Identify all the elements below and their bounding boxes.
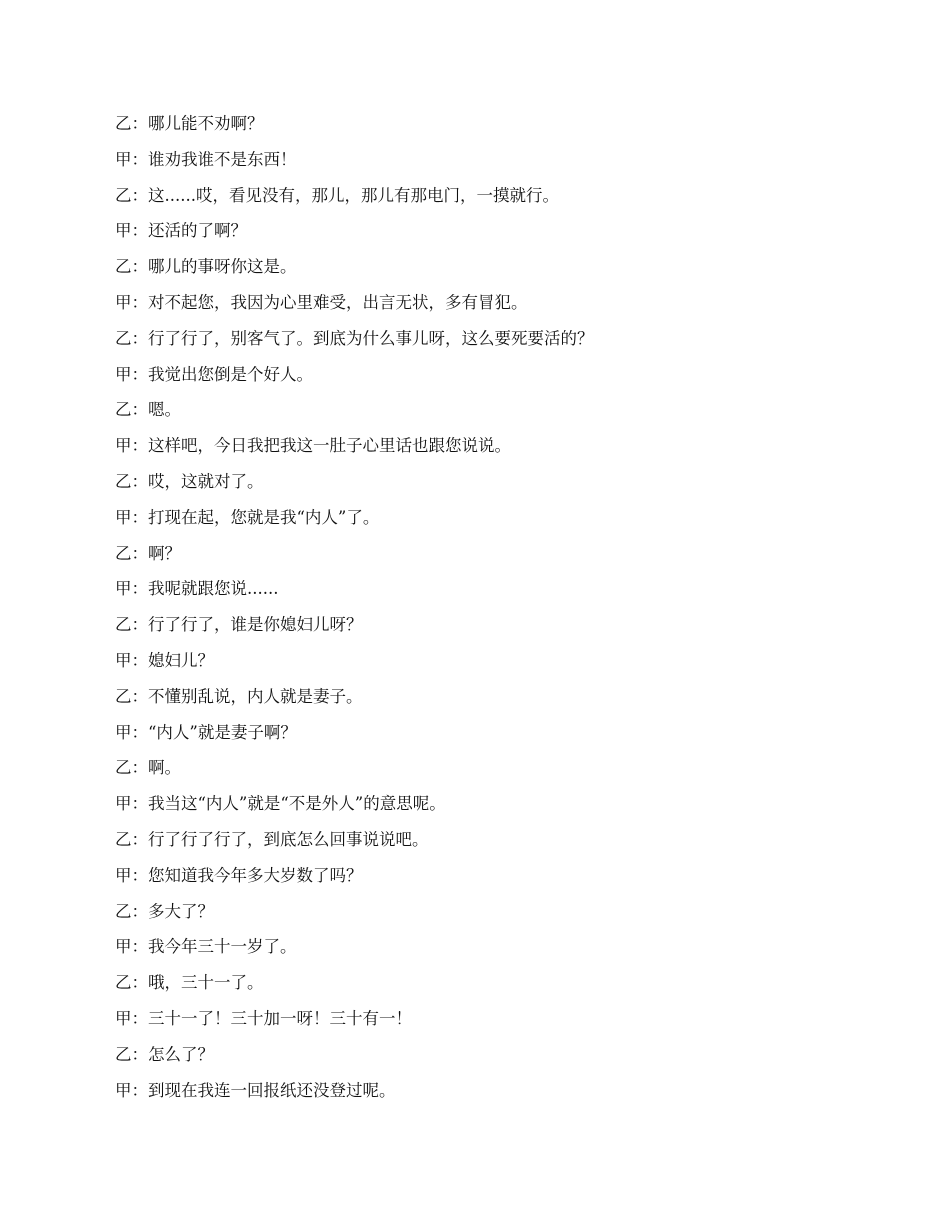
dialogue-text: 谁劝我谁不是东西！ bbox=[148, 149, 297, 169]
dialogue-text: 哦，三十一了。 bbox=[148, 973, 264, 993]
dialogue-line bbox=[115, 431, 875, 467]
dialogue-text: 打现在起，您就是我“内人”了。 bbox=[148, 507, 380, 527]
speaker-label: 甲 bbox=[115, 937, 132, 957]
speaker-label: 甲 bbox=[115, 650, 132, 670]
dialogue-line bbox=[115, 360, 875, 396]
dialogue-text: 到现在我连一回报纸还没登过呢。 bbox=[148, 1080, 396, 1100]
dialogue-line bbox=[115, 467, 875, 503]
speaker-label: 乙 bbox=[115, 400, 132, 420]
dialogue-line bbox=[115, 324, 875, 360]
speaker-separator: ： bbox=[131, 615, 148, 635]
dialogue-line bbox=[115, 539, 875, 575]
speaker-separator: ： bbox=[131, 364, 148, 384]
speaker-separator: ： bbox=[131, 722, 148, 742]
dialogue-line bbox=[115, 753, 875, 789]
dialogue-line bbox=[115, 574, 875, 610]
speaker-label: 乙 bbox=[115, 185, 132, 205]
speaker-separator: ： bbox=[131, 436, 148, 456]
dialogue-line bbox=[115, 718, 875, 754]
speaker-separator: ： bbox=[131, 257, 148, 277]
dialogue-text: 怎么了？ bbox=[148, 1044, 214, 1064]
speaker-separator: ： bbox=[131, 149, 148, 169]
dialogue-line bbox=[115, 109, 875, 145]
speaker-separator: ： bbox=[131, 973, 148, 993]
speaker-separator: ： bbox=[131, 686, 148, 706]
speaker-separator: ： bbox=[131, 400, 148, 420]
dialogue-line bbox=[115, 1004, 875, 1040]
speaker-separator: ： bbox=[131, 865, 148, 885]
dialogue-text: 行了行了行了，到底怎么回事说说吧。 bbox=[148, 829, 429, 849]
speaker-separator: ： bbox=[131, 901, 148, 921]
dialogue-text: 啊？ bbox=[148, 543, 181, 563]
speaker-label: 乙 bbox=[115, 901, 132, 921]
speaker-label: 乙 bbox=[115, 686, 132, 706]
dialogue-text: 还活的了啊？ bbox=[148, 221, 247, 241]
speaker-label: 甲 bbox=[115, 221, 132, 241]
dialogue-line bbox=[115, 395, 875, 431]
speaker-separator: ： bbox=[131, 758, 148, 778]
speaker-separator: ： bbox=[131, 114, 148, 133]
dialogue-text: 媳妇儿？ bbox=[148, 650, 214, 670]
speaker-label: 甲 bbox=[115, 579, 132, 599]
speaker-label: 乙 bbox=[115, 543, 132, 563]
dialogue-line bbox=[115, 1076, 875, 1112]
dialogue-text: 哪儿能不劝啊？ bbox=[148, 114, 264, 133]
dialogue-text: 啊。 bbox=[148, 758, 181, 778]
speaker-label: 乙 bbox=[115, 328, 132, 348]
dialogue-text: 这样吧，今日我把我这一肚子心里话也跟您说说。 bbox=[148, 436, 511, 456]
speaker-label: 甲 bbox=[115, 1080, 132, 1100]
speaker-separator: ： bbox=[131, 650, 148, 670]
dialogue-line bbox=[115, 646, 875, 682]
speaker-label: 甲 bbox=[115, 436, 132, 456]
dialogue-text: 多大了？ bbox=[148, 901, 214, 921]
speaker-separator: ： bbox=[131, 507, 148, 527]
dialogue-line bbox=[115, 503, 875, 539]
speaker-separator: ： bbox=[131, 543, 148, 563]
speaker-label: 乙 bbox=[115, 758, 132, 778]
dialogue-text: 我呢就跟您说...... bbox=[148, 579, 279, 599]
dialogue-text: 对不起您，我因为心里难受，出言无状，多有冒犯。 bbox=[148, 292, 528, 312]
dialogue-text: 这......哎，看见没有，那儿，那儿有那电门，一摸就行。 bbox=[148, 185, 559, 205]
dialogue-line bbox=[115, 789, 875, 825]
speaker-label: 乙 bbox=[115, 615, 132, 635]
speaker-separator: ： bbox=[131, 185, 148, 205]
dialogue-text: 哪儿的事呀你这是。 bbox=[148, 257, 297, 277]
speaker-separator: ： bbox=[131, 292, 148, 312]
speaker-label: 乙 bbox=[115, 829, 132, 849]
speaker-separator: ： bbox=[131, 794, 148, 814]
speaker-separator: ： bbox=[131, 937, 148, 957]
speaker-label: 甲 bbox=[115, 364, 132, 384]
speaker-label: 乙 bbox=[115, 1044, 132, 1064]
speaker-label: 甲 bbox=[115, 149, 132, 169]
dialogue-line bbox=[115, 1040, 875, 1076]
dialogue-line bbox=[115, 861, 875, 897]
dialogue-text: 我觉出您倒是个好人。 bbox=[148, 364, 313, 384]
dialogue-text: 我当这“内人”就是“不是外人”的意思呢。 bbox=[148, 794, 446, 814]
dialogue-text: “内人”就是妻子啊？ bbox=[148, 722, 297, 742]
speaker-label: 乙 bbox=[115, 973, 132, 993]
dialogue-text: 行了行了，别客气了。到底为什么事儿呀，这么要死要活的？ bbox=[148, 328, 594, 348]
dialogue-text: 行了行了，谁是你媳妇儿呀？ bbox=[148, 615, 363, 635]
dialogue-line bbox=[115, 932, 875, 968]
speaker-separator: ： bbox=[131, 579, 148, 599]
dialogue-line bbox=[115, 181, 875, 217]
dialogue-line bbox=[115, 968, 875, 1004]
dialogue-text: 我今年三十一岁了。 bbox=[148, 937, 297, 957]
dialogue-line bbox=[115, 216, 875, 252]
dialogue-line bbox=[115, 825, 875, 861]
dialogue-line bbox=[115, 288, 875, 324]
speaker-label: 甲 bbox=[115, 865, 132, 885]
speaker-label: 乙 bbox=[115, 471, 132, 491]
speaker-separator: ： bbox=[131, 829, 148, 849]
dialogue-text: 哎，这就对了。 bbox=[148, 471, 264, 491]
dialogue-line bbox=[115, 145, 875, 181]
speaker-label: 甲 bbox=[115, 794, 132, 814]
dialogue-line bbox=[115, 897, 875, 933]
dialogue-text: 您知道我今年多大岁数了吗？ bbox=[148, 865, 363, 885]
dialogue-text: 三十一了！三十加一呀！三十有一！ bbox=[148, 1008, 412, 1028]
speaker-label: 乙 bbox=[115, 257, 132, 277]
dialogue-body bbox=[115, 109, 875, 1111]
speaker-separator: ： bbox=[131, 1008, 148, 1028]
dialogue-text: 不懂别乱说，内人就是妻子。 bbox=[148, 686, 363, 706]
speaker-separator: ： bbox=[131, 1044, 148, 1064]
dialogue-line bbox=[115, 610, 875, 646]
speaker-label: 甲 bbox=[115, 1008, 132, 1028]
speaker-label: 甲 bbox=[115, 507, 132, 527]
speaker-label: 甲 bbox=[115, 722, 132, 742]
speaker-label: 乙 bbox=[115, 114, 132, 133]
dialogue-line bbox=[115, 252, 875, 288]
speaker-separator: ： bbox=[131, 1080, 148, 1100]
dialogue-text: 嗯。 bbox=[148, 400, 181, 420]
speaker-separator: ： bbox=[131, 221, 148, 241]
speaker-separator: ： bbox=[131, 328, 148, 348]
dialogue-line bbox=[115, 682, 875, 718]
speaker-separator: ： bbox=[131, 471, 148, 491]
speaker-label: 甲 bbox=[115, 292, 132, 312]
